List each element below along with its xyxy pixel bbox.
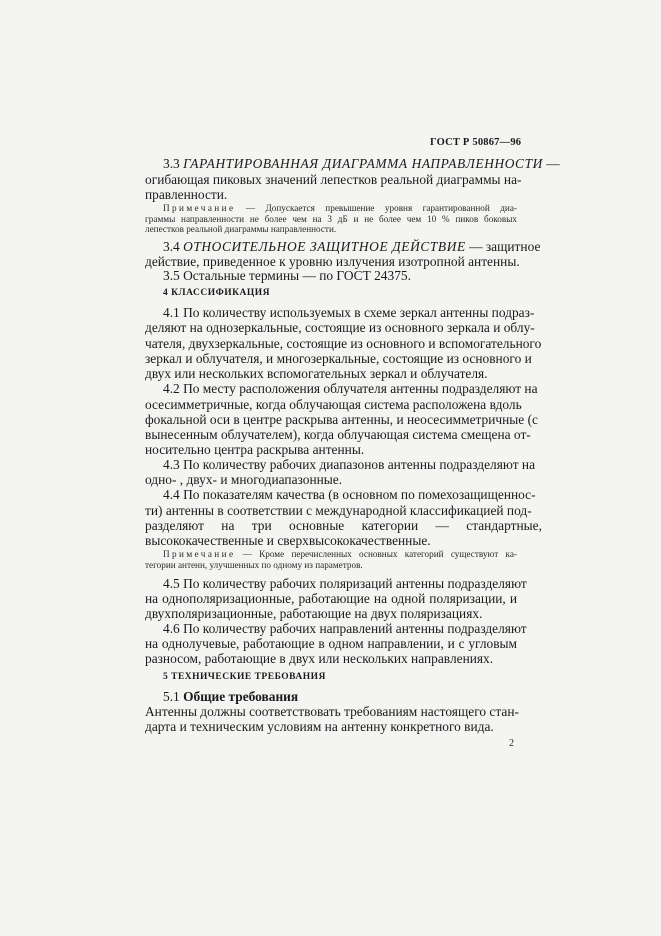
document-header: ГОСТ Р 50867—96 [430, 137, 522, 148]
note-label: Примечание [163, 203, 236, 213]
clause-number: 5.1 [163, 689, 184, 704]
paragraph-line: 4.2 По месту расположения облучателя антенны подразделяют на [163, 381, 538, 396]
subsection-title: Общие требования [183, 689, 299, 704]
section-4-heading: 4 КЛАССИФИКАЦИЯ [163, 288, 271, 298]
term-dash: — защитное [465, 239, 541, 254]
term-3-3-line-1 [163, 156, 560, 171]
clause-number: 3.3 [163, 156, 184, 171]
paragraph-line: разносом, работающие в двух или нескольких направлениях. [145, 651, 494, 666]
paragraph-line: носительно центра раскрыва антенны. [145, 442, 365, 457]
paragraph-line: дарта и техническим условиям на антенну конкретного вида. [145, 719, 494, 734]
paragraph-line: чателя, двухзеркальные, состоящие из основного и вспомогательного [145, 336, 542, 351]
paragraph-line: на однополяризационные, работающие на одной поляризации, и [145, 591, 517, 606]
paragraph-line: 3.5 Остальные термины — по ГОСТ 24375. [163, 268, 411, 283]
paragraph-line: действие, приведенное к уровню излучения изотропной антенны. [145, 254, 520, 269]
paragraph-line: Антенны должны соответствовать требованиям настоящего стан- [145, 704, 519, 719]
paragraph-line: двух или нескольких вспомогательных зеркал и облучателя. [145, 366, 488, 381]
paragraph-line: фокальной оси в центре раскрыва антенны, и неосесимметричные (с [145, 412, 538, 427]
paragraph-line: 4.5 По количеству рабочих поляризаций антенны подразделяют [163, 576, 527, 591]
paragraph-line: ти) антенны в соответствии с международной классификацией под- [145, 503, 532, 518]
note-line: граммы направленности не более чем на 3 дБ и не более чем 10 % пиков боковых [145, 214, 517, 224]
paragraph-line: осесимметричные, когда облучающая система расположена вдоль [145, 397, 522, 412]
paragraph-line: правленности. [145, 187, 228, 202]
note-line: тегории антенн, улучшенных по одному из параметров. [145, 560, 363, 570]
note-2-line-1 [163, 550, 517, 559]
paragraph-line: высококачественные и сверхвысококачественные. [145, 533, 431, 548]
paragraph-line: на однолучевые, работающие в одном направлении, и с угловым [145, 636, 517, 651]
paragraph-line: огибающая пиковых значений лепестков реальной диаграммы на- [145, 172, 522, 187]
note-label: Примечание [163, 549, 236, 559]
term-3-4-line-1 [163, 239, 541, 254]
paragraph-line: 4.6 По количеству рабочих направлений антенны подразделяют [163, 621, 527, 636]
term-name: ГАРАНТИРОВАННАЯ ДИАГРАММА НАПРАВЛЕННОСТИ [183, 156, 543, 171]
subsection-5-1-heading [163, 690, 298, 703]
paragraph-line: зеркал и облучателя, и многозеркальные, состоящие из основного и [145, 351, 532, 366]
paragraph-line: деляют на однозеркальные, состоящие из основного зеркала и облу- [145, 320, 535, 335]
paragraph-line: 4.1 По количеству используемых в схеме зеркал антенны подраз- [163, 305, 535, 320]
note-line: лепестков реальной диаграммы направленности. [145, 224, 337, 234]
term-name: ОТНОСИТЕЛЬНОЕ ЗАЩИТНОЕ ДЕЙСТВИЕ [183, 239, 466, 254]
note-text: — Кроме перечисленных основных категорий существуют ка- [235, 549, 517, 559]
paragraph-line: одно- , двух- и многодиапазонные. [145, 472, 343, 487]
page-number: 2 [509, 738, 514, 749]
term-dash: — [542, 156, 560, 171]
paragraph-line: разделяют на три основные категории — стандартные, [145, 518, 542, 533]
paragraph-line: вынесенным облучателем), когда облучающая система смещена от- [145, 427, 531, 442]
section-5-heading: 5 ТЕХНИЧЕСКИЕ ТРЕБОВАНИЯ [163, 672, 326, 682]
paragraph-line: двухполяризационные, работающие на двух поляризациях. [145, 606, 483, 621]
note-1-line-1 [163, 204, 517, 213]
paragraph-line: 4.3 По количеству рабочих диапазонов антенны подразделяют на [163, 457, 536, 472]
paragraph-line: 4.4 По показателям качества (в основном по помехозащищеннос- [163, 487, 536, 502]
clause-number: 3.4 [163, 239, 184, 254]
note-text: — Допускается превышение уровня гарантированной диа- [235, 203, 517, 213]
